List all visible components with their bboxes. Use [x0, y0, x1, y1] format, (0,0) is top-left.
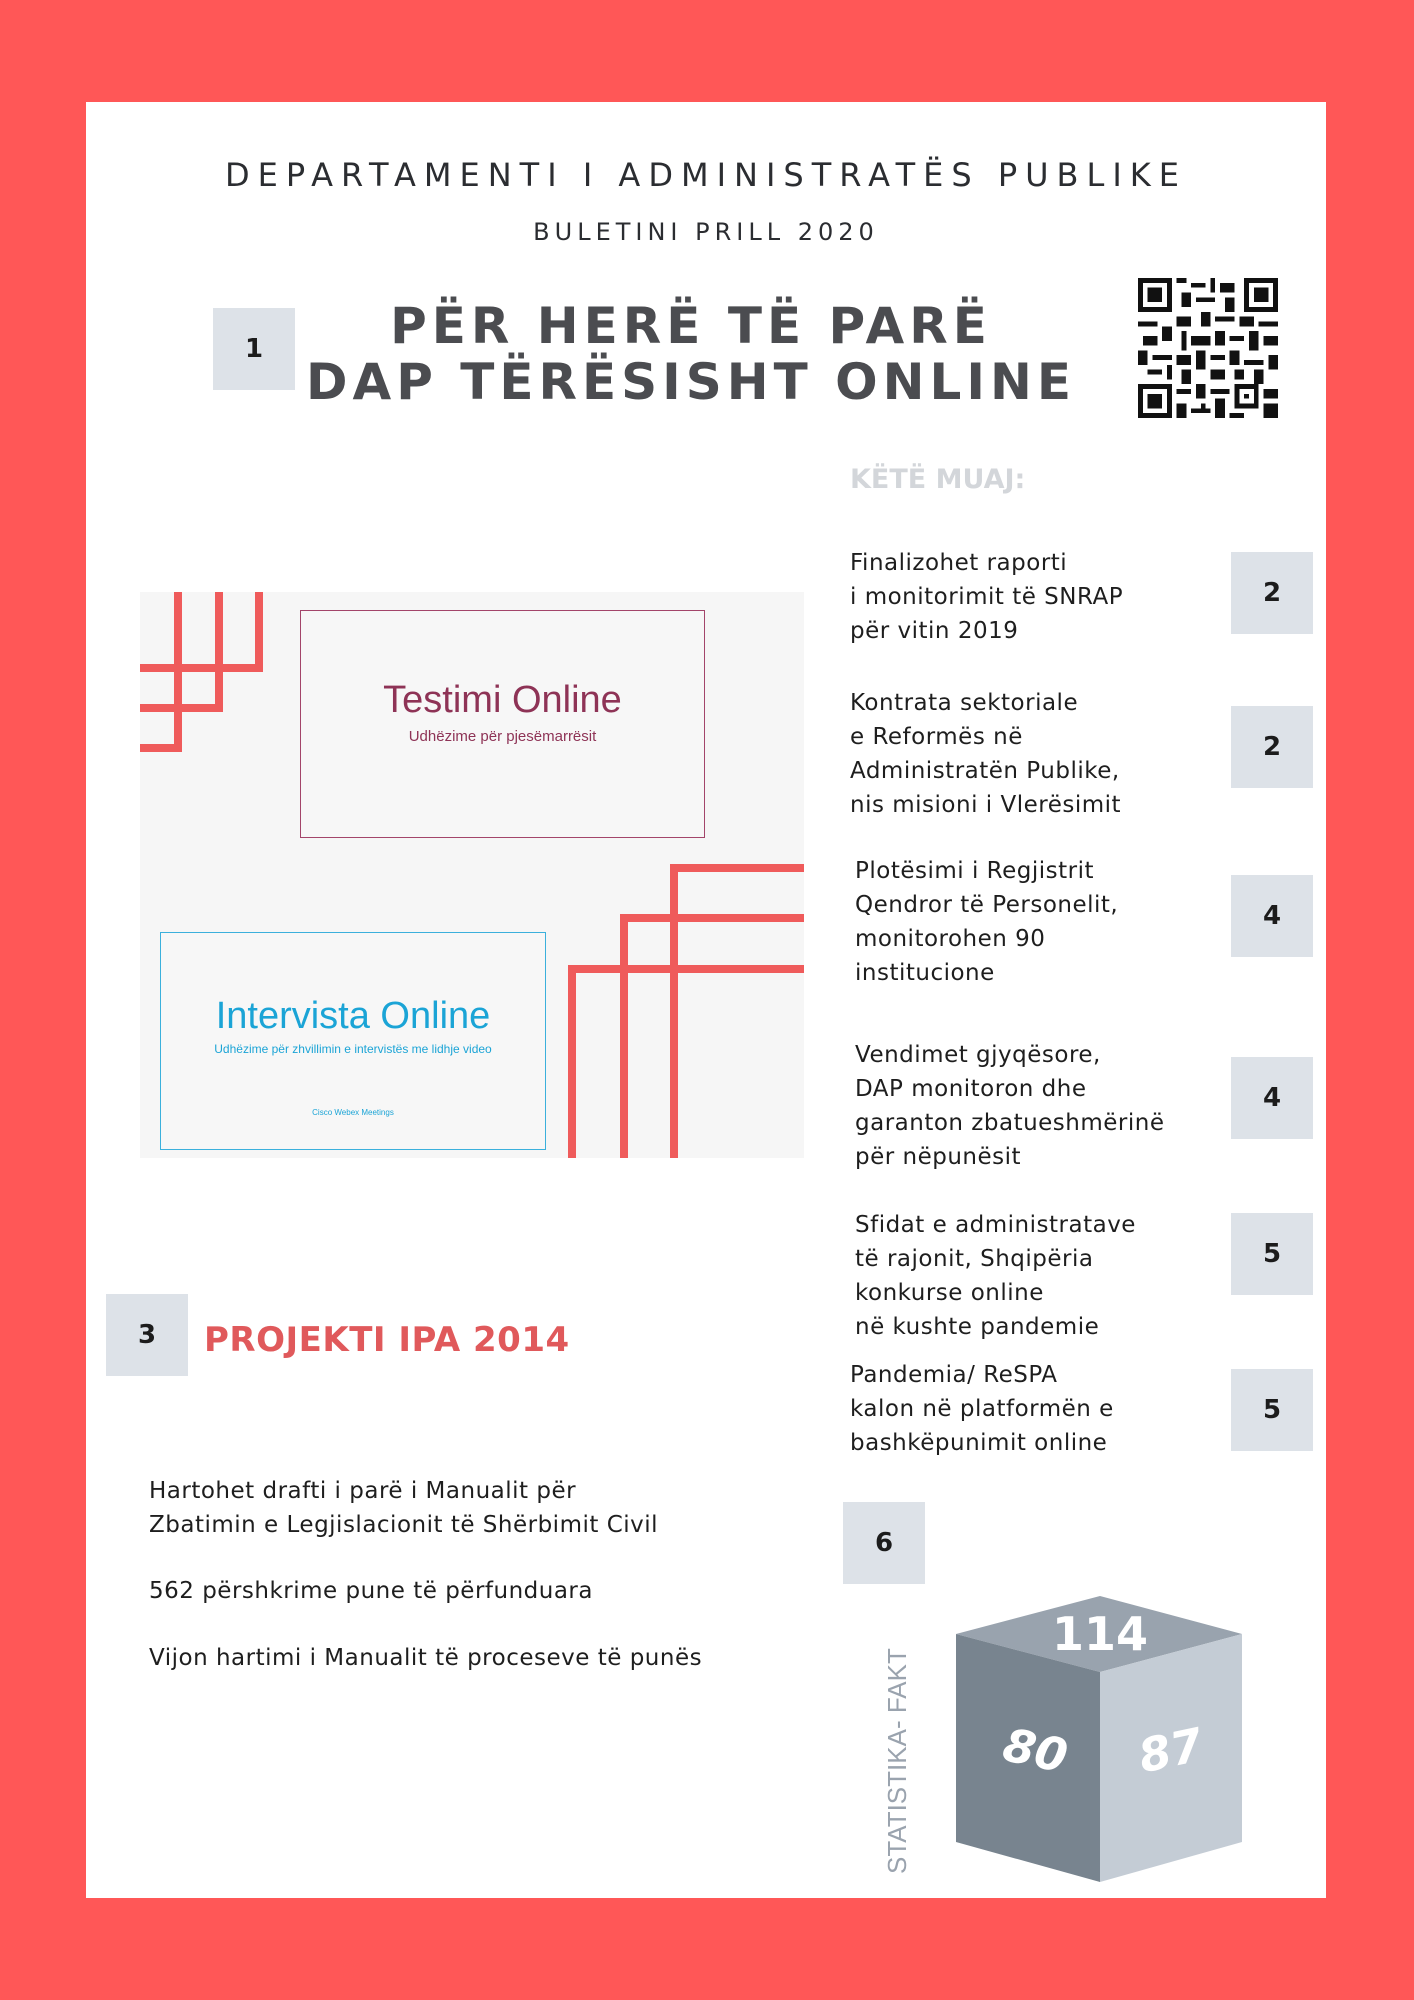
news-item-2-line: Administratën Publike, — [850, 758, 1120, 784]
intervista-title: Intervista Online — [215, 995, 491, 1037]
stats-label — [866, 1628, 920, 1878]
qr-code[interactable] — [1138, 278, 1278, 418]
news-item-2-line: nis misioni i Vlerësimit — [850, 792, 1122, 818]
this-month-title: KËTË MUAJ: — [850, 464, 1026, 495]
project-title: PROJEKTI IPA 2014 — [204, 1320, 570, 1360]
testimi-card — [300, 610, 705, 838]
testimi-subtitle: Udhëzime për pjesëmarrësit — [408, 728, 597, 745]
news-item-3[interactable] — [855, 854, 1118, 990]
intervista-footer: Cisco Webex Meetings — [312, 1108, 394, 1117]
headline — [291, 298, 1091, 410]
intervista-card — [160, 932, 546, 1150]
headline-page-number: 1 — [213, 308, 295, 390]
news-item-2[interactable] — [850, 686, 1121, 822]
stat-top-value: 114 — [1051, 1607, 1149, 1661]
project-line: Zbatimin e Legjislacionit të Shërbimit Civil — [149, 1512, 659, 1538]
news-item-5-line: konkurse online — [855, 1280, 1044, 1306]
news-item-1-page: 2 — [1231, 552, 1313, 634]
news-item-1-line: Finalizohet raporti — [850, 550, 1068, 576]
bulletin-date: BULETINI PRILL 2020 — [533, 218, 879, 246]
news-item-1[interactable] — [850, 546, 1123, 648]
project-line: Hartohet drafti i parë i Manualit për — [149, 1478, 577, 1504]
news-item-6-line: Pandemia/ ReSPA — [850, 1362, 1058, 1388]
project-line: 562 përshkrime pune të përfunduara — [149, 1578, 593, 1604]
stats-page-number: 6 — [843, 1502, 925, 1584]
news-item-4-line: Vendimet gjyqësore, — [855, 1042, 1101, 1068]
news-item-4-line: garanton zbatueshmërinë — [855, 1110, 1165, 1136]
department-title: DEPARTAMENTI I ADMINISTRATËS PUBLIKE — [225, 156, 1187, 194]
news-item-3-line: monitorohen 90 — [855, 926, 1046, 952]
news-item-2-line: e Reformës në — [850, 724, 1023, 750]
bulletin-page — [86, 102, 1326, 1898]
news-item-4-line: për nëpunësit — [855, 1144, 1022, 1170]
news-item-6-line: kalon në platformën e — [850, 1396, 1114, 1422]
news-item-4-page: 4 — [1231, 1057, 1313, 1139]
news-item-6-line: bashkëpunimit online — [850, 1430, 1108, 1456]
news-item-5[interactable] — [855, 1208, 1136, 1344]
news-item-6[interactable] — [850, 1358, 1114, 1460]
news-item-5-line: në kushte pandemie — [855, 1314, 1100, 1340]
stat-left-value: 80 — [998, 1717, 1073, 1784]
news-item-5-line: Sfidat e administratave — [855, 1212, 1136, 1238]
news-item-2-line: Kontrata sektoriale — [850, 690, 1079, 716]
project-line: Vijon hartimi i Manualit të proceseve të punës — [149, 1645, 703, 1671]
news-item-3-page: 4 — [1231, 875, 1313, 957]
news-item-2-page: 2 — [1231, 706, 1313, 788]
news-item-1-line: i monitorimit të SNRAP — [850, 584, 1124, 610]
headline-line-1: PËR HERË TË PARË — [390, 297, 992, 355]
news-item-4[interactable] — [855, 1038, 1165, 1174]
news-item-1-line: për vitin 2019 — [850, 618, 1019, 644]
testimi-title: Testimi Online — [383, 679, 622, 721]
stat-right-value: 87 — [1133, 1717, 1208, 1784]
stats-label-text: STATISTIKA- FAKT — [882, 1648, 912, 1874]
news-item-3-line: Qendror të Personelit, — [855, 892, 1119, 918]
news-item-4-line: DAP monitoron dhe — [855, 1076, 1087, 1102]
project-page-number: 3 — [106, 1294, 188, 1376]
intervista-subtitle: Udhëzime për zhvillimin e intervistës me lidhje video — [214, 1042, 492, 1056]
news-item-6-page: 5 — [1231, 1369, 1313, 1451]
online-testing-image — [140, 592, 804, 1158]
news-item-5-line: të rajonit, Shqipëria — [855, 1246, 1094, 1272]
news-item-3-line: Plotësimi i Regjistrit — [855, 858, 1095, 884]
news-item-5-page: 5 — [1231, 1213, 1313, 1295]
stats-cube — [952, 1596, 1252, 1882]
news-item-3-line: institucione — [855, 960, 995, 986]
headline-line-2: DAP TËRËSISHT ONLINE — [306, 353, 1076, 411]
